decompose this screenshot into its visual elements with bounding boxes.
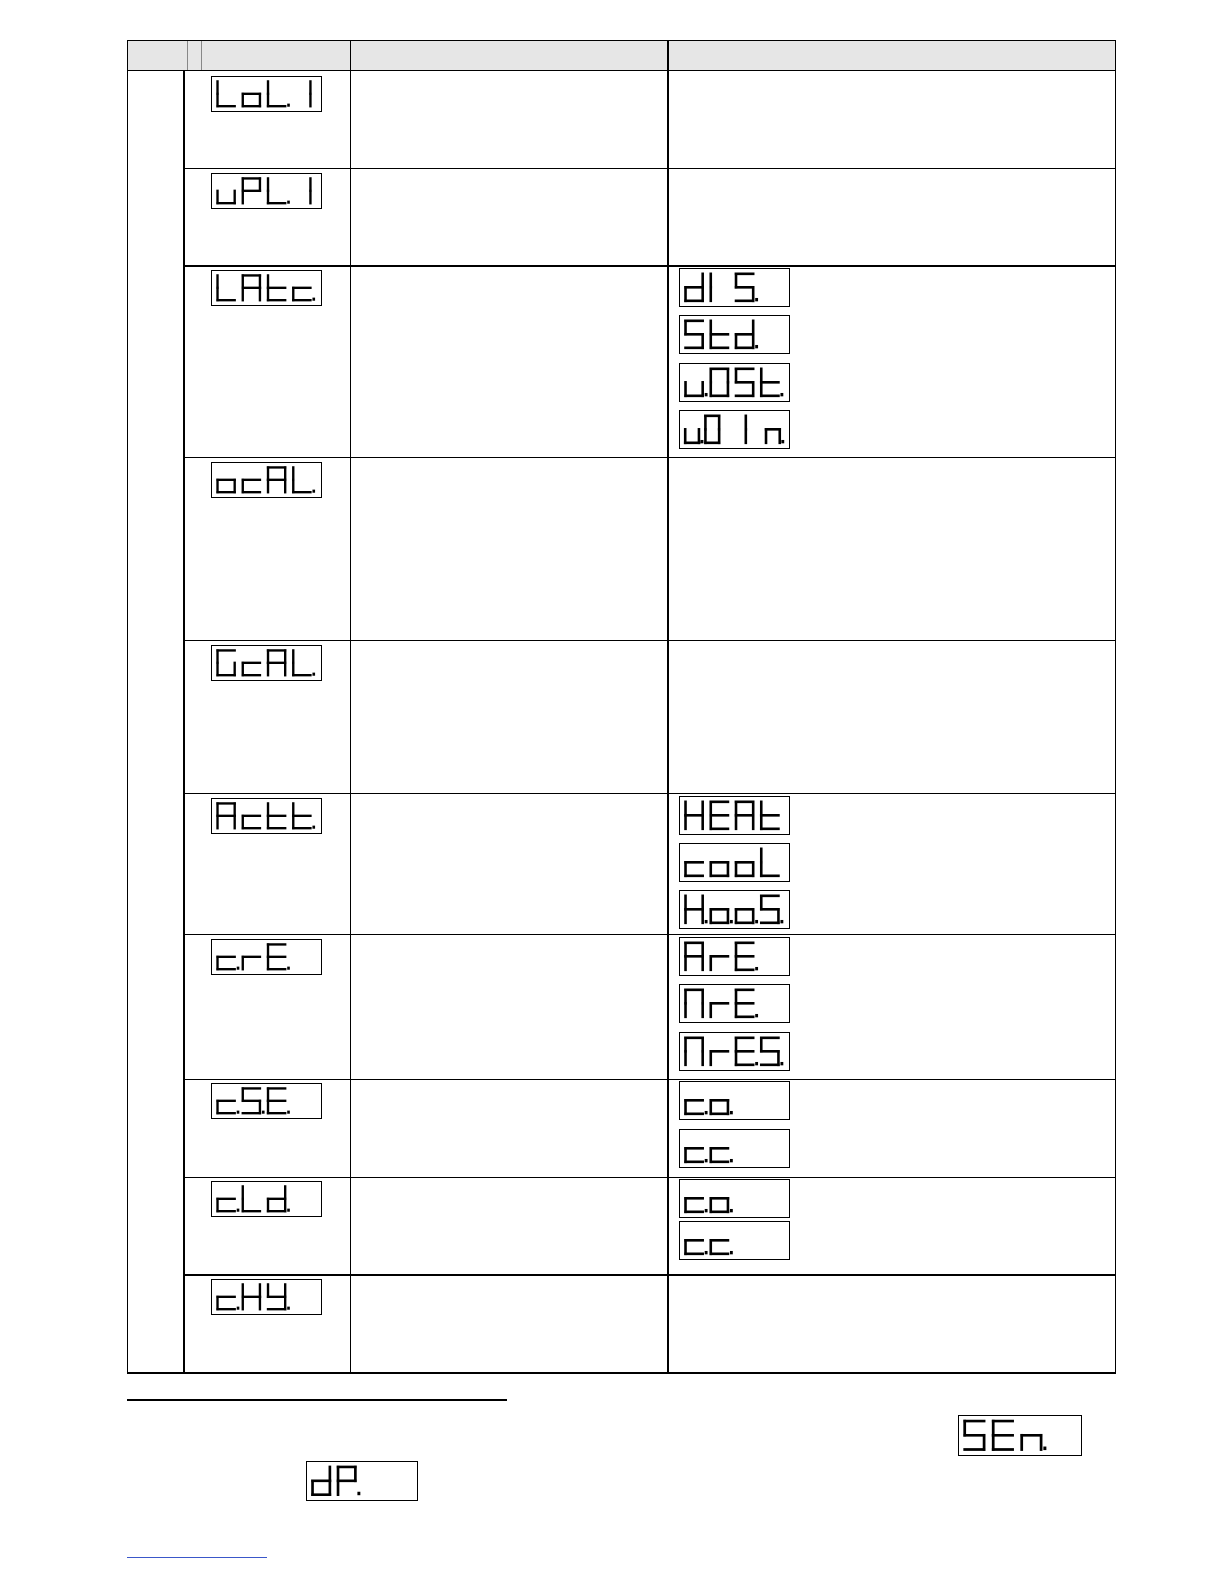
footnote-separator bbox=[127, 1399, 507, 1401]
lcd-display-option bbox=[679, 268, 790, 307]
row-separator bbox=[183, 457, 1116, 458]
lcd-display-option bbox=[679, 1129, 790, 1168]
lcd-display-option bbox=[679, 890, 790, 929]
lcd-display-option bbox=[679, 937, 790, 976]
lcd-display-option bbox=[679, 843, 790, 882]
lcd-display-footnote bbox=[306, 1461, 418, 1501]
lcd-display-option bbox=[679, 796, 790, 835]
lcd-display-code bbox=[211, 1083, 322, 1119]
row-separator bbox=[183, 793, 1116, 794]
lcd-display-code bbox=[211, 798, 322, 834]
row-separator bbox=[183, 934, 1116, 935]
lcd-display-option bbox=[679, 363, 790, 402]
lcd-display-code bbox=[211, 270, 322, 306]
row-separator bbox=[183, 265, 1116, 267]
row-separator bbox=[183, 1079, 1116, 1080]
row-separator bbox=[183, 640, 1116, 641]
lcd-display-code bbox=[211, 462, 322, 498]
lcd-display-option bbox=[679, 1221, 790, 1260]
row-separator bbox=[183, 168, 1116, 169]
table-divider-1-header bbox=[187, 40, 188, 70]
lcd-display-code bbox=[211, 1279, 322, 1315]
page-link-underline[interactable] bbox=[127, 1557, 267, 1558]
lcd-display-option bbox=[679, 984, 790, 1023]
lcd-display-code bbox=[211, 173, 322, 209]
lcd-display-code bbox=[211, 645, 322, 681]
table-header bbox=[127, 40, 1116, 70]
lcd-display-option bbox=[679, 1032, 790, 1071]
lcd-display-code bbox=[211, 939, 322, 975]
lcd-display-option bbox=[679, 315, 790, 354]
table-divider-2 bbox=[350, 40, 351, 1373]
row-separator bbox=[183, 1177, 1116, 1178]
table-border-left bbox=[127, 40, 128, 1373]
lcd-display-code bbox=[211, 76, 322, 112]
row-separator bbox=[127, 70, 1116, 71]
lcd-display-option bbox=[679, 1081, 790, 1120]
lcd-display-code bbox=[211, 1181, 322, 1217]
table-divider-1b-header bbox=[201, 40, 202, 70]
table-border-bottom bbox=[127, 1372, 1116, 1374]
lcd-display-option bbox=[679, 410, 790, 449]
lcd-display-option bbox=[679, 1179, 790, 1218]
table-divider-3 bbox=[667, 40, 669, 1373]
table-border-right bbox=[1115, 40, 1116, 1373]
table-border-top bbox=[127, 40, 1116, 41]
lcd-display-footnote bbox=[958, 1415, 1082, 1456]
row-separator bbox=[183, 1274, 1116, 1276]
